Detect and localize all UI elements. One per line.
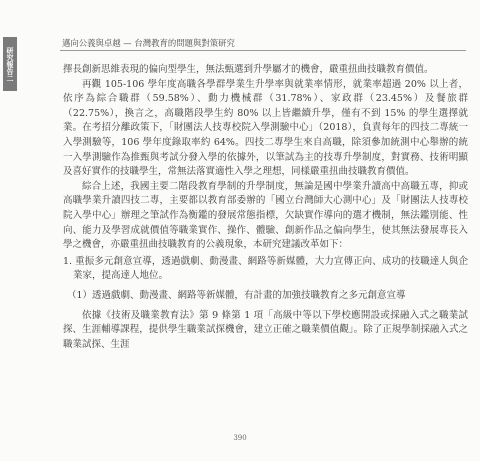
- page-number: 390: [233, 434, 247, 442]
- recommendation-item-1: 1. 重振多元創意宣導，透過戲劇、動漫畫、網路等新媒體，大力宣傳正向、成功的技職達人與企業家，提高達人地位。: [63, 255, 468, 282]
- paragraph-enrollment-rates: 再觀 105-106 學年度高職各學群學業生升學率與就業率情形，就業率超過 20% 以上者，依序為綜合職群（59.58%）、動力機械群（31.78%）、家政群（23.45%）及餐旅群（22.75%），換言之，高職階段學生約 80% 以上皆繼續升學，僅有不到 15% 的學生選擇就業。在考招分離政策下，「財團法人技專校院入學測驗中心」（2018），負責每年的四技二專統一入學測驗等，106 學年度錄取率約 64%。四技二專學生來自高職，除須參加統測中心舉辦的統一入學測驗作為推甄與考試分發入學的依據外，以筆試為主的技專升學制度，對實務、技術明顯及喜好實作的技職學生，常無法落實適性入學之理想，同樣嚴重扭曲技職教育價值。: [63, 78, 468, 178]
- chapter-side-tab: 研究報告二: [3, 37, 17, 91]
- header-divider: [60, 50, 466, 51]
- running-header-title: 邁向公義與卓越 — 台灣教育的問題與對策研究: [62, 38, 235, 48]
- paragraph-summary: 綜合上述，我國主要二階段教育學制的升學制度，無論是國中學業升讀高中高職五專，抑或高職學業升讀四技二專，主要都以教育部委辦的「國立台灣師大心測中心」及「財團法人技專校院入學中心」辦理之筆試作為衡鑑的發展常態指標，欠缺實作導向的選才機制，無法鑑別能、性向、能力及學習成就價值等職業實作、操作、體驗、創新作品之偏向學生，使其無法發展專長入學之機會，亦嚴重扭曲技職教育的公義現象，本研究建議改革如下：: [63, 180, 468, 251]
- paragraph-continued: 擇長創新思維表現的偏向型學生，無法甄選到升學屬才的機會，嚴重扭曲技職教育價值。: [63, 64, 434, 75]
- body-text: [63, 63, 468, 352]
- recommendation-subitem-1: （1）透過戲劇、動漫畫、網路等新媒體，有計畫的加強技職教育之多元創意宣導: [67, 289, 406, 301]
- paragraph-legal-basis: 依據《技術及職業教育法》第 9 條第 1 項「高級中等以下學校應開設或採融入式之職業試探、生涯輔導課程，提供學生職業試探機會，建立正確之職業價值觀」。除了正規學制採融入式之職業試探、生涯: [63, 309, 468, 350]
